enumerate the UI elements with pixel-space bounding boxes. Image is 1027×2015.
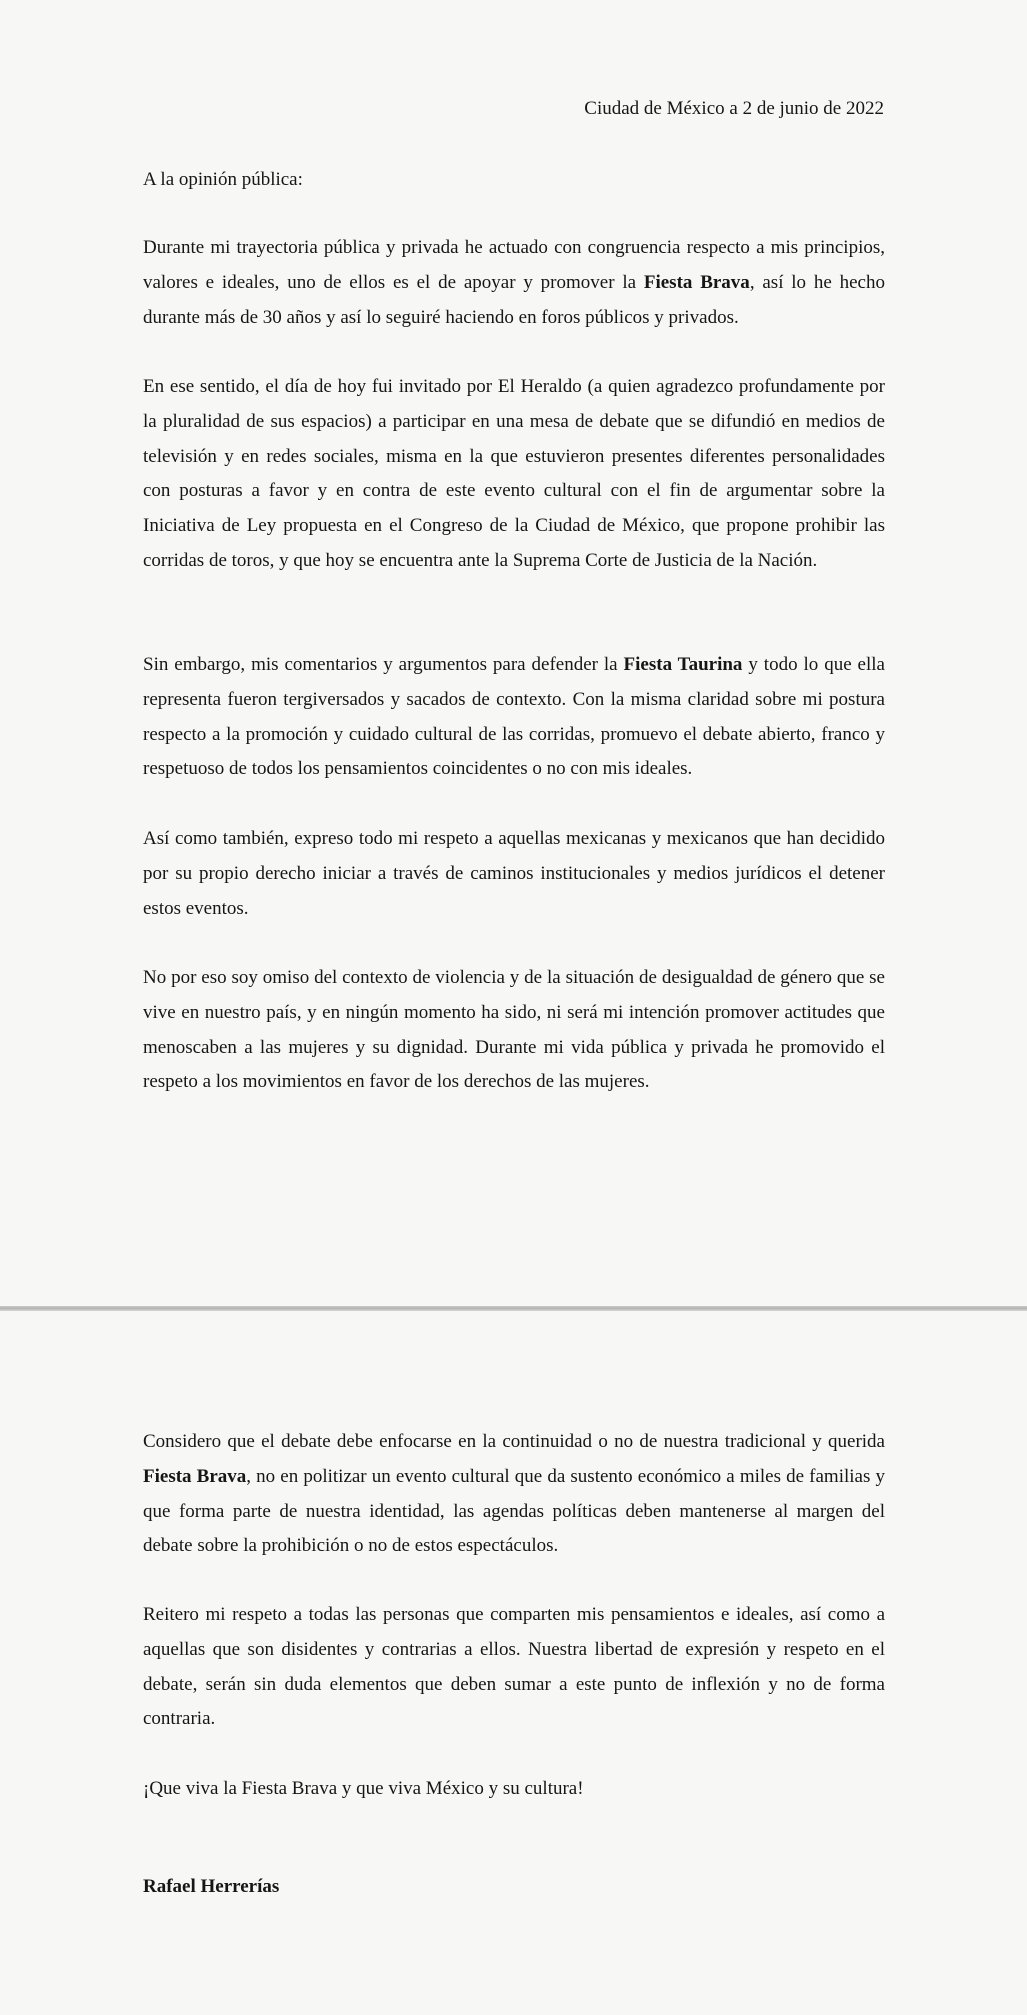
bold-term-fiesta-brava: Fiesta Brava — [643, 271, 750, 293]
date-line: Ciudad de México a 2 de junio de 2022 — [584, 98, 884, 119]
paragraph-debate-focus — [143, 1425, 885, 1564]
salutation: A la opinión pública: — [143, 169, 303, 190]
bold-term-fiesta-brava: Fiesta Brava — [143, 1465, 247, 1487]
paragraph-comments-misrepresented — [143, 648, 885, 787]
paragraph-text: , no en politizar un evento cultural que da sustento económico a miles de familias y que forma parte de nuestra identidad, las agendas políticas deben mantenerse al margen del debate sobre la prohibición o no de estos espectáculos. — [143, 1465, 885, 1557]
paragraph-text: Considero que el debate debe enfocarse en la continuidad o no de nuestra tradicional y querida — [143, 1431, 885, 1452]
closing-exclamation: ¡Que viva la Fiesta Brava y que viva México y su cultura! — [143, 1778, 584, 1799]
page-break-divider — [0, 1306, 1027, 1311]
paragraph-text: Sin embargo, mis comentarios y argumentos para defender la — [143, 654, 624, 675]
paragraph-text: y todo lo que ella representa fueron tergiversados y sacados de contexto. Con la misma claridad sobre mi postura respecto a la promoción y cuidado cultural de las corridas, promuevo el debate abierto, franco y respetuoso de todos los pensamientos coincidentes o no con mis ideales. — [143, 654, 885, 780]
paragraph-text: , así lo he hecho durante más de 30 años y así lo seguiré haciendo en foros públicos y privados. — [143, 271, 885, 328]
paragraph-text: Durante mi trayectoria pública y privada he actuado con congruencia respecto a mis principios, valores e ideales, uno de ellos es el de apoyar y promover la — [143, 237, 885, 293]
paragraph-reiterate-respect: Reitero mi respeto a todas las personas que comparten mis pensamientos e ideales, así como a aquellas que son disidentes y contrarias a ellos. Nuestra libertad de expresión y respeto en el debate, serán sin duda elementos que deben sumar a este punto de inflexión y no de forma contraria. — [143, 1604, 885, 1730]
bold-term-fiesta-taurina: Fiesta Taurina — [623, 654, 743, 675]
signature-name: Rafael Herrerías — [143, 1876, 280, 1897]
paragraph-respect-opponents: Así como también, expreso todo mi respeto a aquellas mexicanas y mexicanos que han decidido por su propio derecho iniciar a través de caminos institucionales y medios jurídicos el detener estos eventos. — [143, 828, 885, 919]
paragraph-debate-invitation: En ese sentido, el día de hoy fui invitado por El Heraldo (a quien agradezco profundamente por la pluralidad de sus espacios) a participar en una mesa de debate que se difundió en medios de televisión y en redes sociales, misma en la que estuvieron presentes diferentes personalidades con posturas a favor y en contra de este evento cultural con el fin de argumentar sobre la Iniciativa de Ley propuesta en el Congreso de la Ciudad de México, que propone prohibir las corridas de toros, y que hoy se encuentra ante la Suprema Corte de Justicia de la Nación. — [143, 376, 885, 571]
paragraph-trajectory — [143, 231, 885, 335]
paragraph-gender-context: No por eso soy omiso del contexto de violencia y de la situación de desigualdad de género que se vive en nuestro país, y en ningún momento ha sido, ni será mi intención promover actitudes que menoscaben a las mujeres y su dignidad. Durante mi vida pública y privada he promovido el respeto a los movimientos en favor de los derechos de las mujeres. — [143, 967, 885, 1093]
